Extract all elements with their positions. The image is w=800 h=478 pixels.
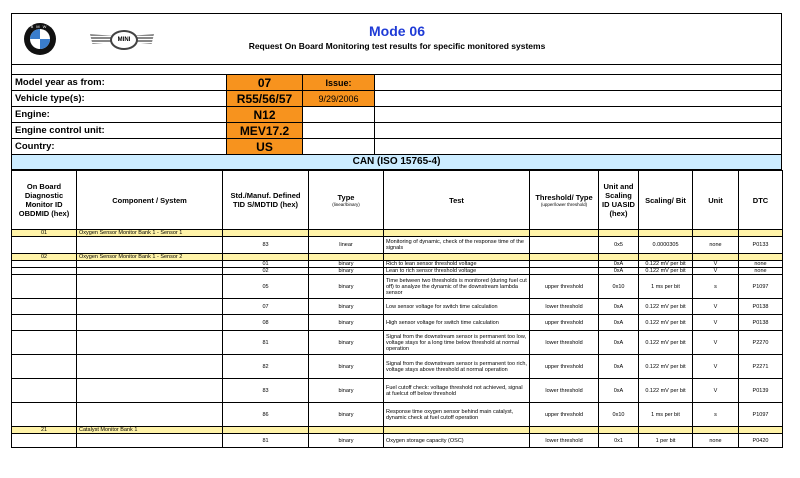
table-row [12,403,783,427]
cell-uasid: 0x10 [599,275,639,299]
ecu-label: Engine control unit: [12,123,227,139]
cell-uasid: 0xA [599,379,639,403]
cell-threshold [530,254,599,261]
cell-tid: 01 [223,261,309,268]
cell-unit: V [693,379,739,403]
cell-dtc: none [739,268,783,275]
cell-obdmid: 21 [12,427,77,434]
col-dtc: DTC [739,171,783,230]
cell-uasid: 0xA [599,331,639,355]
cell-scaling: 0.122 mV per bit [639,261,693,268]
cell-type: binary [309,299,384,315]
cell-scaling: 0.122 mV per bit [639,331,693,355]
group-row [12,254,783,261]
bmw-logo [24,23,56,55]
engine-value: N12 [227,107,303,123]
model-year-value: 07 [227,75,303,91]
cell-threshold: lower threshold [530,299,599,315]
engine-label: Engine: [12,107,227,123]
table-row [12,299,783,315]
cell-uasid: 0xA [599,261,639,268]
cell-tid [223,427,309,434]
cell-unit: V [693,331,739,355]
cell-unit: V [693,315,739,331]
col-threshold-sub: (upper/lower threshold) [540,202,588,207]
cell-dtc: P2271 [739,355,783,379]
cell-threshold [530,237,599,254]
cell-component [77,315,223,331]
cell-uasid: 0xA [599,355,639,379]
cell-obdmid [12,261,77,268]
mini-logo [90,30,154,48]
cell-tid: 81 [223,331,309,355]
cell-obdmid [12,379,77,403]
table-row [12,275,783,299]
cell-scaling: 0.0000305 [639,237,693,254]
cell-dtc [739,427,783,434]
cell-obdmid [12,275,77,299]
cell-type [309,254,384,261]
cell-scaling: 0.122 mV per bit [639,268,693,275]
cell-threshold: upper threshold [530,315,599,331]
cell-obdmid [12,403,77,427]
cell-unit [693,427,739,434]
cell-type: binary [309,331,384,355]
cell-component [77,434,223,448]
cell-test: Oxygen storage capacity (OSC) [384,434,530,448]
bmw-logo-letters: BMW [30,24,50,29]
cell-obdmid: 01 [12,230,77,237]
table-row [12,237,783,254]
cell-dtc [739,230,783,237]
cell-uasid [599,230,639,237]
ecu-value: MEV17.2 [227,123,303,139]
cell-type: binary [309,434,384,448]
table-row [12,379,783,403]
cell-unit: none [693,237,739,254]
sheet-header [11,13,782,65]
cell-unit: s [693,275,739,299]
cell-unit: none [693,434,739,448]
cell-threshold [530,230,599,237]
table-row [12,268,783,275]
mini-logo-text: MINI [110,30,138,50]
cell-tid: 83 [223,379,309,403]
cell-type: binary [309,403,384,427]
cell-component [77,403,223,427]
cell-test: Lean to rich sensor threshold voltage [384,268,530,275]
col-component: Component / System [77,171,223,230]
vehicle-type-label: Vehicle type(s): [12,91,227,107]
cell-dtc: P1097 [739,403,783,427]
cell-threshold: lower threshold [530,331,599,355]
cell-scaling [639,230,693,237]
cell-tid: 05 [223,275,309,299]
cell-component: Oxygen Sensor Monitor Bank 1 - Sensor 1 [77,230,223,237]
issue-date: 9/29/2006 [303,91,375,107]
cell-tid: 02 [223,268,309,275]
table-body [12,230,783,448]
page-title: Mode 06 [368,23,425,39]
cell-tid: 82 [223,355,309,379]
cell-type: binary [309,268,384,275]
page-subtitle: Request On Board Monitoring test results for specific monitored systems [248,41,546,51]
cell-threshold: lower threshold [530,434,599,448]
cell-dtc: P2270 [739,331,783,355]
cell-component [77,299,223,315]
cell-obdmid: 02 [12,254,77,261]
table-row [12,331,783,355]
cell-scaling: 0.122 mV per bit [639,355,693,379]
cell-test [384,230,530,237]
cell-dtc: P0133 [739,237,783,254]
cell-component [77,331,223,355]
logo-area [12,14,224,64]
cell-threshold [530,427,599,434]
table-row [12,315,783,331]
info-blank [375,75,781,91]
cell-threshold: lower threshold [530,379,599,403]
cell-component [77,237,223,254]
cell-test: Signal from the downstream sensor is permanent too rich, voltage stays above threshold at normal operation [384,355,530,379]
cell-unit [693,254,739,261]
cell-scaling: 0.122 mV per bit [639,315,693,331]
cell-dtc: P0138 [739,299,783,315]
col-scaling: Scaling/ Bit [639,171,693,230]
cell-dtc: none [739,261,783,268]
cell-tid: 83 [223,237,309,254]
cell-type [309,427,384,434]
cell-obdmid [12,315,77,331]
cell-unit: V [693,355,739,379]
cell-tid [223,230,309,237]
model-year-label: Model year as from: [12,75,227,91]
cell-scaling: 1 ms per bit [639,403,693,427]
cell-dtc: P0139 [739,379,783,403]
cell-scaling: 0.122 mV per bit [639,299,693,315]
cell-type: binary [309,261,384,268]
cell-scaling [639,254,693,261]
cell-uasid: 0x5 [599,237,639,254]
cell-tid [223,254,309,261]
cell-dtc: P0138 [739,315,783,331]
col-threshold: Threshold/ Type (upper/lower threshold) [530,171,599,230]
cell-test: Low sensor voltage for switch time calculation [384,299,530,315]
cell-component [77,379,223,403]
table-header-row [12,171,783,230]
cell-type: binary [309,355,384,379]
cell-unit: V [693,299,739,315]
cell-test: Signal from the downstream sensor is permanent too low, voltage stays for a long time below threshold at normal operation [384,331,530,355]
mode06-sheet [11,13,782,448]
header-title-block [232,14,562,51]
cell-uasid [599,254,639,261]
cell-unit: s [693,403,739,427]
cell-unit [693,230,739,237]
cell-type: linear [309,237,384,254]
cell-test: Monitoring of dynamic, check of the response time of the signals [384,237,530,254]
table-row [12,434,783,448]
cell-test: Response time oxygen sensor behind main catalyst, dynamic check at fuel cutoff operation [384,403,530,427]
cell-unit: V [693,268,739,275]
table-row [12,355,783,379]
cell-test: Rich to lean sensor threshold voltage [384,261,530,268]
cell-threshold [530,261,599,268]
cell-tid: 81 [223,434,309,448]
cell-obdmid [12,355,77,379]
cell-obdmid [12,299,77,315]
cell-type: binary [309,379,384,403]
cell-obdmid [12,268,77,275]
col-unit: Unit [693,171,739,230]
table-row [12,261,783,268]
col-type: Type (linear/binary) [309,171,384,230]
cell-dtc [739,254,783,261]
cell-obdmid [12,331,77,355]
group-row [12,230,783,237]
cell-component [77,268,223,275]
cell-threshold [530,268,599,275]
cell-type: binary [309,275,384,299]
cell-scaling: 0.122 mV per bit [639,379,693,403]
cell-component [77,275,223,299]
col-tid: Std./Manuf. Defined TID S/MDTID (hex) [223,171,309,230]
cell-type [309,230,384,237]
monitor-table [11,170,783,448]
cell-uasid: 0xA [599,268,639,275]
cell-test [384,427,530,434]
col-type-sub: (linear/binary) [332,202,360,207]
cell-threshold: upper threshold [530,403,599,427]
cell-obdmid [12,434,77,448]
cell-dtc: P0420 [739,434,783,448]
vehicle-info-grid [11,75,782,155]
cell-uasid: 0xA [599,299,639,315]
group-row [12,427,783,434]
cell-tid: 08 [223,315,309,331]
cell-scaling [639,427,693,434]
cell-component [77,355,223,379]
country-value: US [227,139,303,155]
cell-test: Fuel cutoff check: voltage threshold not achieved, signal at fuelcut off below threshold [384,379,530,403]
cell-uasid: 0xA [599,315,639,331]
col-test: Test [384,171,530,230]
cell-threshold: upper threshold [530,275,599,299]
cell-dtc: P1097 [739,275,783,299]
cell-uasid [599,427,639,434]
cell-component: Oxygen Sensor Monitor Bank 1 - Sensor 2 [77,254,223,261]
cell-uasid: 0x1 [599,434,639,448]
cell-tid: 86 [223,403,309,427]
cell-threshold: upper threshold [530,355,599,379]
cell-component [77,261,223,268]
cell-test: Time between two thresholds is monitored (during fuel cut off) to analyze the dynamic of the downstream lambda sensor [384,275,530,299]
cell-test [384,254,530,261]
can-protocol-title: CAN (ISO 15765-4) [11,155,782,170]
cell-type: binary [309,315,384,331]
col-uasid: Unit and Scaling ID UASID (hex) [599,171,639,230]
cell-scaling: 1 ms per bit [639,275,693,299]
cell-unit: V [693,261,739,268]
vehicle-type-value: R55/56/57 [227,91,303,107]
col-obdmid: On Board Diagnostic Monitor ID OBDMID (hex) [12,171,77,230]
cell-uasid: 0x10 [599,403,639,427]
issue-label: Issue: [303,75,375,91]
cell-scaling: 1 per bit [639,434,693,448]
cell-component: Catalyst Monitor Bank 1 [77,427,223,434]
cell-tid: 07 [223,299,309,315]
cell-test: High sensor voltage for switch time calculation [384,315,530,331]
country-label: Country: [12,139,227,155]
cell-obdmid [12,237,77,254]
